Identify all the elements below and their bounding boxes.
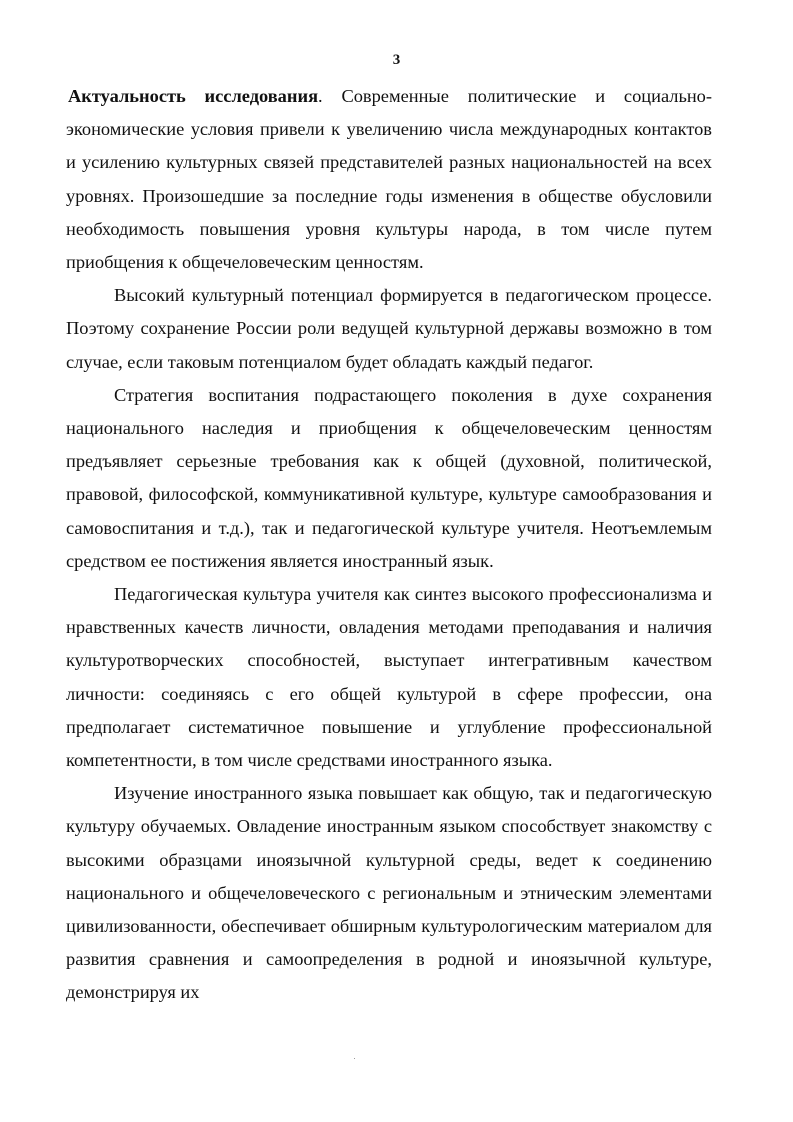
document-body <box>66 80 712 1010</box>
scan-speck <box>354 1058 355 1059</box>
paragraph: Высокий культурный потенциал формируется в педагогическом процессе. Поэтому сохранение России роли ведущей культурной державы возможно в том случае, если таковым потенциалом будет обладать каждый педагог. <box>66 285 712 372</box>
relevance-heading: Актуальность исследования <box>68 86 319 106</box>
page-number: 3 <box>392 52 401 68</box>
paragraph-text: . Современные политические и социально-экономические условия привели к увеличению числа международных контактов и усилению культурных связей представителей разных национальностей на всех уровнях. Произошедшие за последние годы изменения в обществе обусловили необходимость повышения уровня культуры народа, в том числе путем приобщения к общечеловеческим ценностям. <box>66 86 712 273</box>
paragraph: Стратегия воспитания подрастающего поколения в духе сохранения национального наследия и приобщения к общечеловеческим ценностям предъявляет серьезные требования как к общей (духовной, политической, правовой, философской, коммуникативной культуре, культуре самообразования и самовоспитания и т.д.), так и педагогической культуре учителя. Неотъемлемым средством ее постижения является иностранный язык. <box>66 384 712 571</box>
paragraph: Изучение иностранного языка повышает как общую, так и педагогическую культуру обучаемых. Овладение иностранным языком способствует знакомству с высокими образцами иноязычной культурной среды, ведет к соединению национального и общечеловеческого с региональным и этническим элементами цивилизованности, обеспечивает обширным культурологическим материалом для развития сравнения и самоопределения в родной и иноязычной культуре, демонстрируя их <box>66 783 712 1003</box>
paragraph-relevance <box>66 80 712 279</box>
paragraph: Педагогическая культура учителя как синтез высокого профессионализма и нравственных качеств личности, овладения методами преподавания и наличия культуротворческих способностей, выступает интегративным качеством личности: соединяясь с его общей культурой в сфере профессии, она предполагает систематичное повышение и углубление профессиональной компетентности, в том числе средствами иностранного языка. <box>66 584 712 771</box>
